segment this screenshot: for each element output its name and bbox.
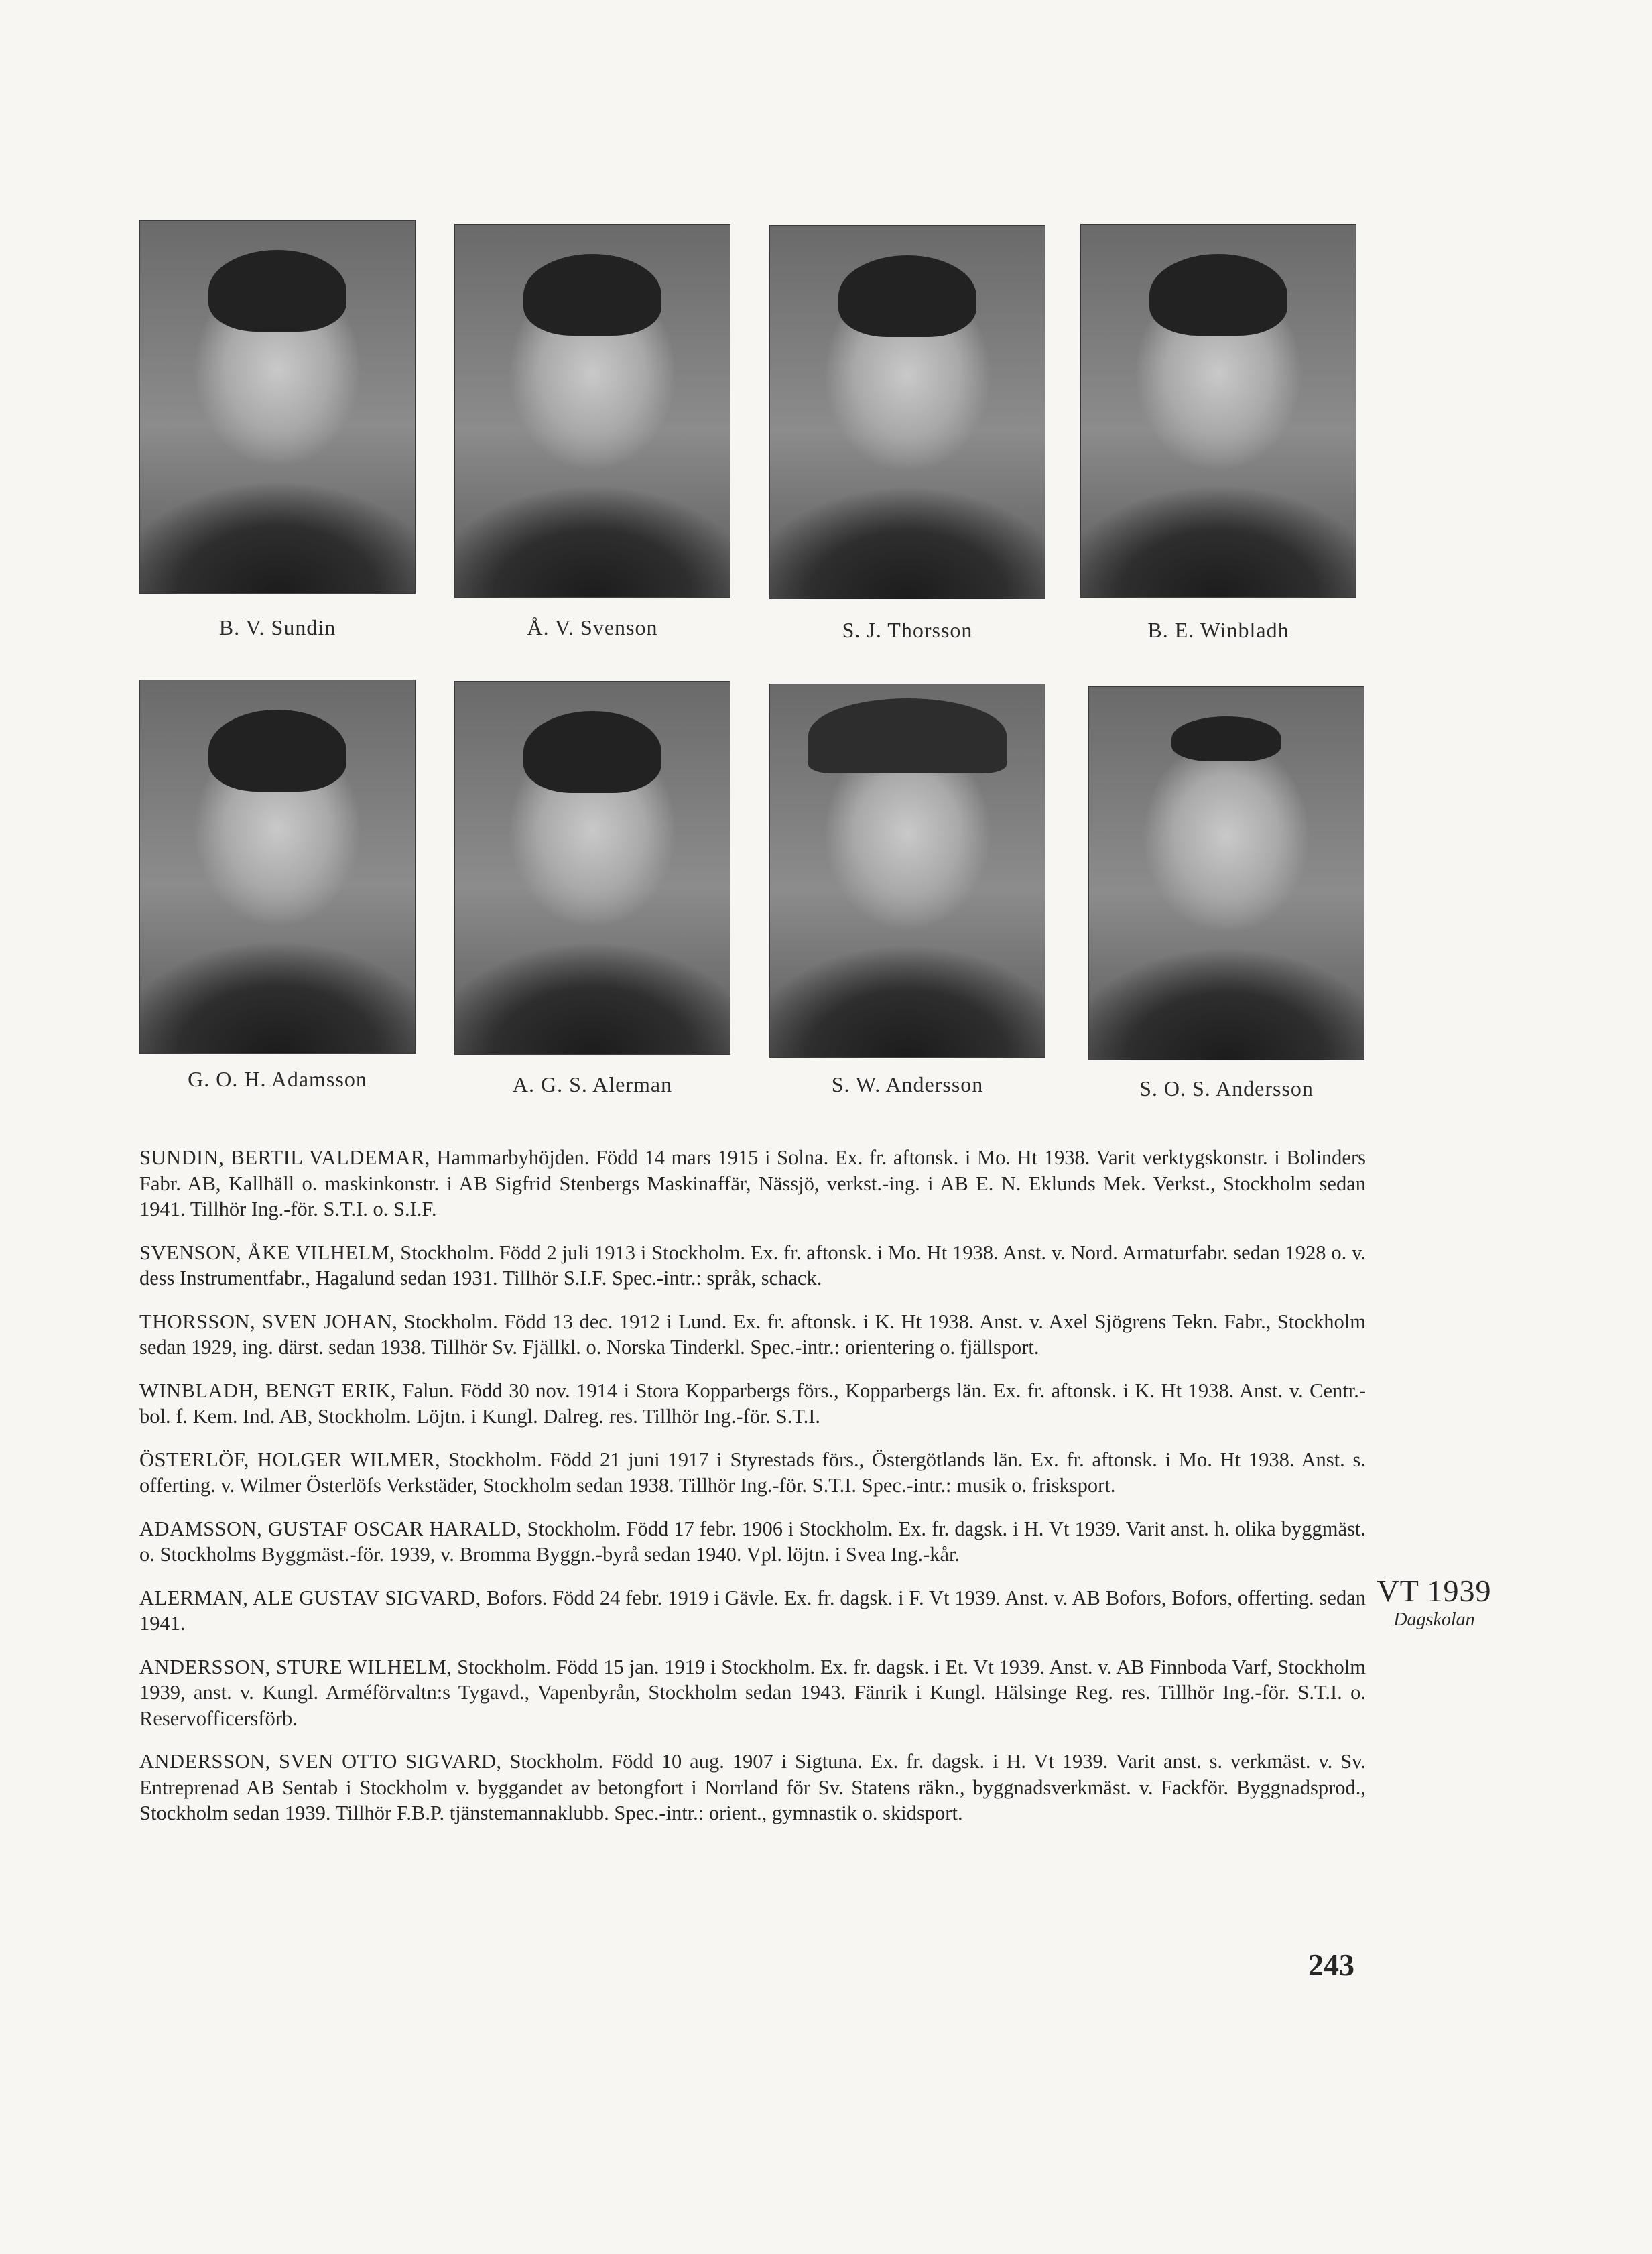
bio-text: Stockholm. Född 10 aug. 1907 i Sigtuna. Ex. fr. dagsk. i H. Vt 1939. Varit anst. s. verkmäst. v. Sv. Entreprenad AB Sentab i Stockholm v. byggandet av betongfort i Norrland för Sv. Statens räkn., byggnadsverkmäst. v. Fackför. Byggnadsprod., Stockholm sedan 1939. Tillhör F.B.P. tjänstemannaklubb. Spec.-intr.: orient., gymnastik o. skidsport. (139, 1750, 1367, 1824)
portrait-photo (139, 680, 416, 1054)
bio-name: ALERMAN, ALE GUSTAV SIGVARD, (139, 1586, 481, 1609)
bio-text: Stockholm. Född 15 jan. 1919 i Stockholm. Ex. fr. dagsk. i Et. Vt 1939. Anst. v. AB Finnboda Varf, Stockholm 1939, anst. v. Kungl. Arméförvaltn:s Tygavd., Vapenbyrån, Stockholm sedan 1943. Fänrik i Kungl. Hälsinge Reg. res. Tillhör Ing.-för. S.T.I. o. Reservofficersförb. (139, 1655, 1366, 1730)
portrait-photo (139, 220, 416, 594)
bio-text: Stockholm. Född 2 juli 1913 i Stockholm. Ex. fr. aftonsk. i Mo. Ht 1938. Anst. v. Nord. Armaturfabr. sedan 1928 o. v. dess Instrumentfabr., Hagalund sedan 1931. Tillhör S.I.F. Spec.-intr.: språk, schack. (139, 1241, 1366, 1290)
section-margin-note (1367, 1574, 1501, 1631)
bio-name: SUNDIN, BERTIL VALDEMAR, (139, 1146, 430, 1169)
portrait-caption: B. V. Sundin (218, 615, 336, 639)
biography-entry (139, 1240, 1366, 1292)
biography-entry (139, 1309, 1366, 1361)
portrait-caption: S. W. Andersson (831, 1072, 984, 1097)
page-number: 243 (1308, 1948, 1354, 1982)
portrait-photo (454, 681, 730, 1055)
biography-entry (139, 1749, 1366, 1826)
bio-name: THORSSON, SVEN JOHAN, (139, 1310, 398, 1333)
portrait-caption: B. E. Winbladh (1147, 618, 1289, 642)
bio-name: ANDERSSON, SVEN OTTO SIGVARD, (139, 1750, 502, 1773)
portrait-caption: Å. V. Svenson (527, 615, 658, 639)
portrait-photo (1080, 224, 1356, 598)
bio-name: ÖSTERLÖF, HOLGER WILMER, (139, 1448, 441, 1471)
portrait-photo (769, 225, 1045, 599)
bio-text: Bofors. Född 24 febr. 1919 i Gävle. Ex. fr. dagsk. i F. Vt 1939. Anst. v. AB Bofors, Bofors, offerting. sedan 1941. (139, 1586, 1366, 1635)
biography-entry (139, 1654, 1366, 1732)
biography-list (139, 1145, 1366, 1844)
bio-text: Stockholm. Född 13 dec. 1912 i Lund. Ex. fr. aftonsk. i K. Ht 1938. Anst. v. Axel Sjögrens Tekn. Fabr., Stockholm sedan 1929, ing. därst. sedan 1938. Tillhör Sv. Fjällkl. o. Norska Tinderkl. Spec.-intr.: orientering o. fjällsport. (139, 1310, 1366, 1359)
bio-name: SVENSON, ÅKE VILHELM, (139, 1241, 395, 1264)
portrait-caption: S. O. S. Andersson (1139, 1076, 1314, 1101)
bio-name: ADAMSSON, GUSTAF OSCAR HARALD, (139, 1517, 522, 1540)
portrait-photo (454, 224, 730, 598)
bio-text: Stockholm. Född 17 febr. 1906 i Stockholm. Ex. fr. dagsk. i H. Vt 1939. Varit anst. h. olika byggmäst. o. Stockholms Byggmäst.-för. 1939, v. Bromma Byggn.-byrå sedan 1940. Vpl. löjtn. i Svea Ing.-kår. (139, 1517, 1366, 1566)
bio-name: WINBLADH, BENGT ERIK, (139, 1379, 397, 1402)
portrait-photo (1088, 686, 1364, 1060)
biography-entry (139, 1585, 1366, 1637)
school-label: Dagskolan (1393, 1609, 1475, 1630)
term-label: VT 1939 (1377, 1574, 1492, 1608)
portrait-photo (769, 684, 1045, 1058)
bio-text: Hammarbyhöjden. Född 14 mars 1915 i Solna. Ex. fr. aftonsk. i Mo. Ht 1938. Varit verktygskonstr. i Bolinders Fabr. AB, Kallhäll o. maskinkonstr. i AB Sigfrid Stenbergs Maskinaffär, Nässjö, verkst.-ing. i AB E. N. Eklunds Mek. Verkst., Stockholm sedan 1941. Tillhör Ing.-för. S.T.I. o. S.I.F. (139, 1146, 1366, 1220)
portrait-caption: G. O. H. Adamsson (188, 1067, 367, 1091)
biography-entry (139, 1145, 1366, 1223)
biography-entry (139, 1516, 1366, 1568)
biography-entry (139, 1378, 1366, 1430)
bio-name: ANDERSSON, STURE WILHELM, (139, 1655, 452, 1678)
bio-text: Stockholm. Född 21 juni 1917 i Styrestads förs., Östergötlands län. Ex. fr. aftonsk. i Mo. Ht 1938. Anst. s. offerting. v. Wilmer Österlöfs Verkstäder, Stockholm sedan 1938. Tillhör Ing.-för. S.T.I. Spec.-intr.: musik o. frisksport. (139, 1448, 1366, 1497)
biography-entry (139, 1447, 1366, 1499)
portrait-caption: A. G. S. Alerman (512, 1072, 673, 1097)
portrait-caption: S. J. Thorsson (842, 618, 973, 642)
bio-text: Falun. Född 30 nov. 1914 i Stora Kopparbergs förs., Kopparbergs län. Ex. fr. aftonsk. i K. Ht 1938. Anst. v. Centr.-bol. f. Kem. Ind. AB, Stockholm. Löjtn. i Kungl. Dalreg. res. Tillhör Ing.-för. S.T.I. (139, 1379, 1366, 1428)
